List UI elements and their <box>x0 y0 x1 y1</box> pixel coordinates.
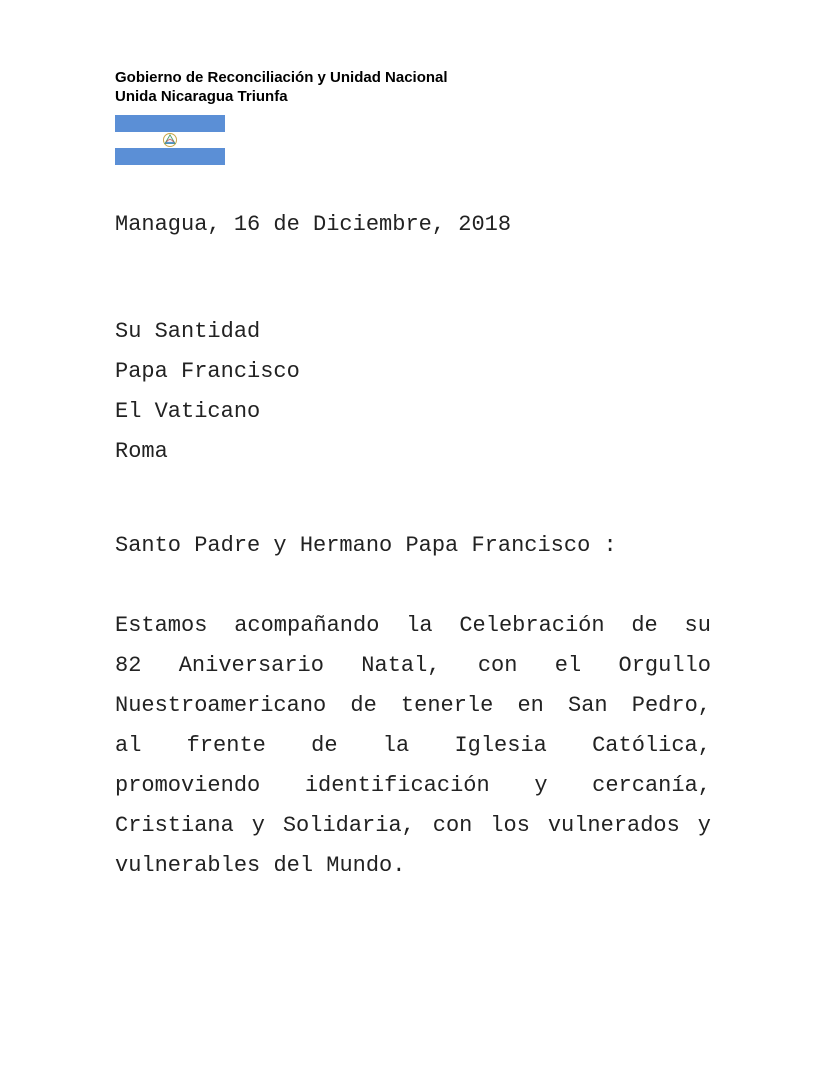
body-word: con <box>477 653 518 678</box>
body-word: acompañando <box>234 613 380 638</box>
body-word: cercanía, <box>592 773 711 798</box>
body-word: el <box>554 653 582 678</box>
body-line <box>115 806 711 846</box>
letterhead-motto: Unida Nicaragua Triunfa <box>115 88 288 105</box>
body-word: Estamos <box>115 613 208 638</box>
body-word: de <box>631 613 658 638</box>
body-word: vulnerados <box>547 813 680 838</box>
body-line <box>115 686 711 726</box>
body-word: frente <box>186 733 266 758</box>
body-line <box>115 646 711 686</box>
body-word: tenerle <box>400 693 494 718</box>
date-line: Managua, 16 de Diciembre, 2018 <box>115 212 512 237</box>
recipient-line-3: El Vaticano <box>115 399 261 424</box>
body-word: Natal, <box>361 653 441 678</box>
recipient-line-2: Papa Francisco <box>115 359 300 384</box>
body-word: los <box>490 813 530 838</box>
body-word: Nuestroamericano <box>115 693 327 718</box>
body-line <box>115 726 711 766</box>
body-word: del <box>273 853 314 878</box>
body-word: Católica, <box>592 733 711 758</box>
body-word: al <box>115 733 142 758</box>
body-word: San <box>568 693 608 718</box>
body-word: Solidaria, <box>282 813 415 838</box>
body-word: Iglesia <box>454 733 547 758</box>
body-word: vulnerables <box>115 853 261 878</box>
recipient-line-4: Roma <box>115 439 168 464</box>
body-word: identificación <box>304 773 490 798</box>
body-word: de <box>350 693 377 718</box>
body-word: Cristiana <box>115 813 234 838</box>
body-line <box>115 766 711 806</box>
body-paragraph <box>115 606 711 886</box>
body-word: la <box>382 733 410 758</box>
body-word: Celebración <box>459 613 605 638</box>
body-line <box>115 846 711 886</box>
body-word: Aniversario <box>178 653 324 678</box>
body-word: la <box>406 613 433 638</box>
body-word: Orgullo <box>618 653 711 678</box>
body-line <box>115 606 711 646</box>
body-word: 82 <box>115 653 142 678</box>
recipient-line-1: Su Santidad <box>115 319 261 344</box>
body-word: Mundo. <box>326 853 406 878</box>
body-word: Pedro, <box>631 693 711 718</box>
nicaragua-flag-icon <box>115 115 225 165</box>
body-word: con <box>432 813 473 838</box>
body-word: su <box>684 613 711 638</box>
letterhead-government-name: Gobierno de Reconciliación y Unidad Nacional <box>115 69 448 86</box>
body-word: y <box>534 773 548 798</box>
body-word: en <box>517 693 544 718</box>
body-word: y <box>697 813 711 838</box>
body-word: promoviendo <box>115 773 261 798</box>
letterhead <box>115 68 448 106</box>
body-word: de <box>311 733 338 758</box>
salutation: Santo Padre y Hermano Papa Francisco : <box>115 533 617 558</box>
body-word: y <box>251 813 265 838</box>
